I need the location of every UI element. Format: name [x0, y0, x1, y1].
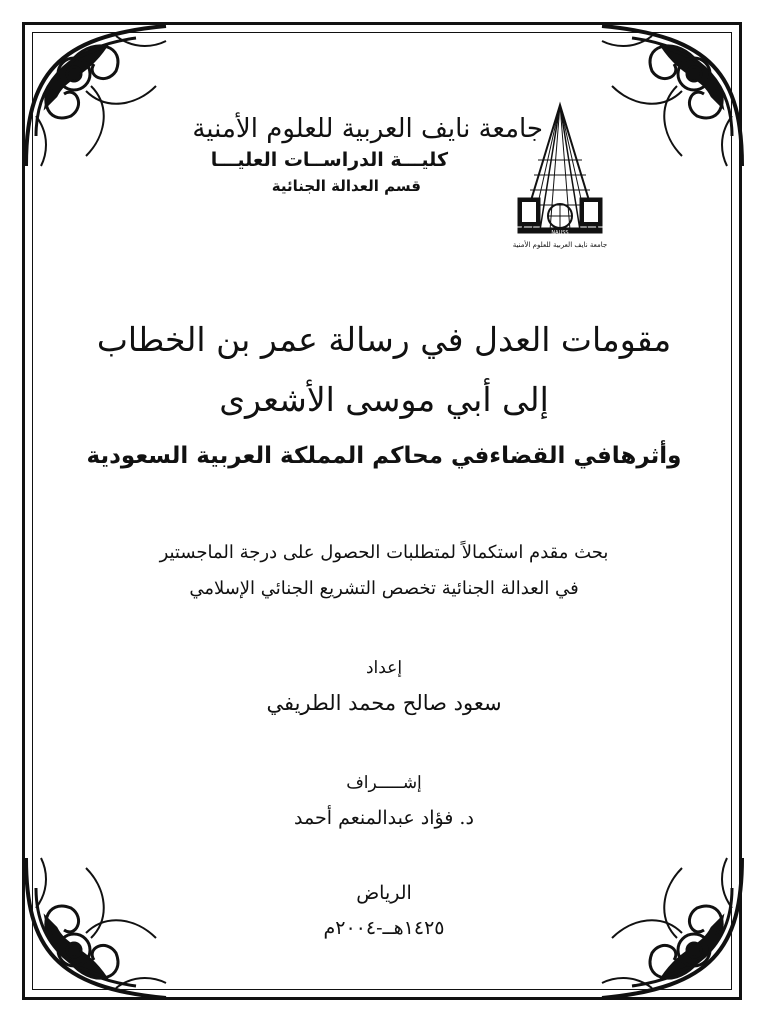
- supervisor-name: د. فؤاد عبدالمنعم أحمد: [294, 807, 474, 829]
- city-name: الرياض: [356, 882, 412, 904]
- thesis-title-line-3: وأثرهافي القضاءفي محاكم المملكة العربية السعودية: [86, 443, 682, 469]
- supervision-label: إشـــــراف: [346, 773, 422, 793]
- logo-acronym: NAUSS: [551, 230, 569, 236]
- thesis-title-line-2: إلى أبي موسى الأشعرى: [219, 380, 549, 419]
- university-header: [143, 112, 543, 198]
- university-name: جامعة نايف العربية للعلوم الأمنية: [192, 114, 543, 144]
- corner-ornament-icon: [592, 16, 752, 176]
- author-name: سعود صالح محمد الطريفي: [266, 691, 502, 715]
- department-name: قسم العدالة الجنائية: [271, 177, 421, 195]
- logo-caption: جامعة نايف العربية للعلوم الأمنية: [512, 241, 608, 249]
- prepared-by-label: إعداد: [365, 658, 403, 678]
- university-logo-icon: [510, 100, 610, 255]
- college-name: كليـــة الدراســات العليـــا: [210, 149, 448, 171]
- degree-purpose-line-2: في العدالة الجنائية تخصص التشريع الجنائي الإسلامي: [189, 578, 579, 599]
- degree-purpose-line-1: بحث مقدم استكمالاً لمتطلبات الحصول على درجة الماجستير: [159, 542, 609, 563]
- thesis-title-line-1: مقومات العدل في رسالة عمر بن الخطاب: [96, 320, 672, 359]
- publication-date: ١٤٢٥هــ-٢٠٠٤م: [323, 917, 445, 939]
